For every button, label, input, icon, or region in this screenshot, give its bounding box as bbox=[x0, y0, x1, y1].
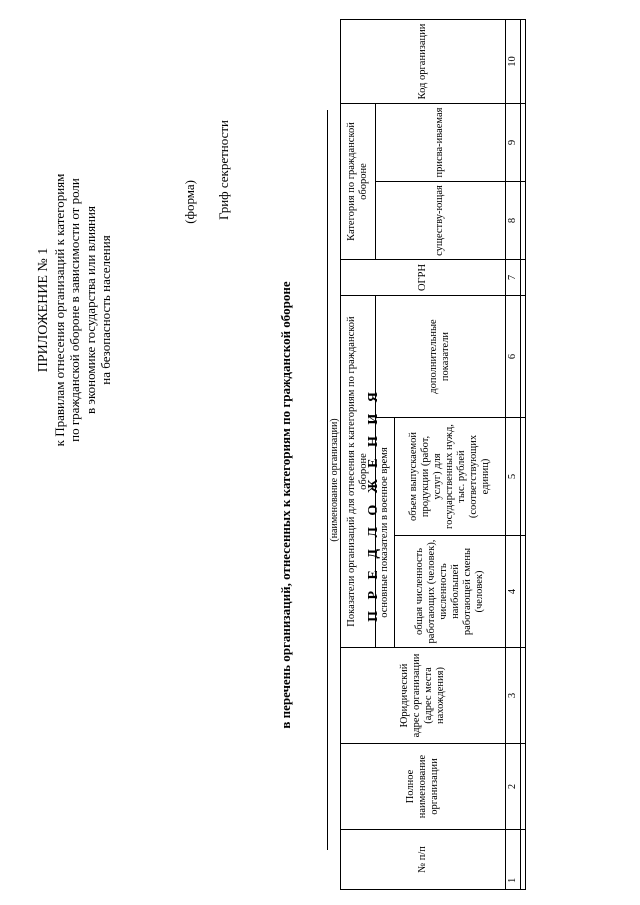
header-additional-indicators: дополнительные показатели bbox=[375, 296, 505, 418]
header-number: № п/п bbox=[341, 830, 506, 890]
table-cell bbox=[521, 536, 526, 648]
column-number: 5 bbox=[506, 418, 521, 536]
header-category-group: Категория по гражданской обороне bbox=[341, 104, 376, 260]
document-subheading: в перечень организаций, отнесенных к категориям по гражданской обороне bbox=[278, 281, 293, 729]
appendix-line: к Правилам отнесения организаций к категориям bbox=[51, 173, 67, 447]
table-cell bbox=[521, 104, 526, 182]
table-cell bbox=[521, 20, 526, 104]
organization-name-caption: (наименование организации) bbox=[329, 418, 340, 542]
proposals-table bbox=[340, 19, 526, 890]
header-full-name: Полное наименование организации bbox=[341, 744, 506, 830]
column-number: 7 bbox=[506, 260, 521, 296]
header-assigned-category: присва-иваемая bbox=[375, 104, 505, 182]
organization-name-line bbox=[327, 110, 328, 850]
table-cell bbox=[521, 260, 526, 296]
table-blank-row bbox=[521, 20, 526, 890]
column-number: 1 bbox=[506, 830, 521, 890]
column-number: 10 bbox=[506, 20, 521, 104]
table-cell bbox=[521, 182, 526, 260]
header-address: Юридический адрес организации (адрес места нахождения) bbox=[341, 648, 506, 744]
appendix-line: в экономике государства или влияния bbox=[82, 206, 98, 414]
secrecy-label: Гриф секретности bbox=[216, 120, 231, 220]
header-staff-count: общая численность работающих (человек), численность наибольшей работающей смены (человек) bbox=[394, 536, 505, 648]
table-number-row bbox=[506, 20, 521, 890]
header-ogrn: ОГРН bbox=[341, 260, 506, 296]
header-org-code: Код организации bbox=[341, 20, 506, 104]
header-main-indicators: основные показатели в военное время bbox=[375, 418, 394, 648]
header-existing-category: существу-ющая bbox=[375, 182, 505, 260]
column-number: 6 bbox=[506, 296, 521, 418]
header-indicators-group: Показатели организаций для отнесения к категориям по гражданской обороне bbox=[341, 296, 376, 648]
table-cell bbox=[521, 744, 526, 830]
column-number: 8 bbox=[506, 182, 521, 260]
table-header-row bbox=[341, 20, 376, 890]
column-number: 4 bbox=[506, 536, 521, 648]
table-cell bbox=[521, 648, 526, 744]
appendix-title: ПРИЛОЖЕНИЕ № 1 bbox=[36, 247, 51, 373]
form-label: (форма) bbox=[182, 180, 197, 224]
table-cell bbox=[521, 418, 526, 536]
header-output-volume: объем выпускаемой продукции (работ, услуг) для государственных нужд, тыс. рублей (соответствующих единиц) bbox=[394, 418, 505, 536]
appendix-line: по гражданской обороне в зависимости от роли bbox=[67, 178, 82, 442]
column-number: 2 bbox=[506, 744, 521, 830]
column-number: 3 bbox=[506, 648, 521, 744]
appendix-block bbox=[36, 115, 114, 505]
table-cell bbox=[521, 830, 526, 890]
column-number: 9 bbox=[506, 104, 521, 182]
appendix-line: на безопасность населения bbox=[98, 235, 113, 385]
table-cell bbox=[521, 296, 526, 418]
document-heading: П Р Е Д Л О Ж Е Н И Я bbox=[366, 388, 381, 622]
